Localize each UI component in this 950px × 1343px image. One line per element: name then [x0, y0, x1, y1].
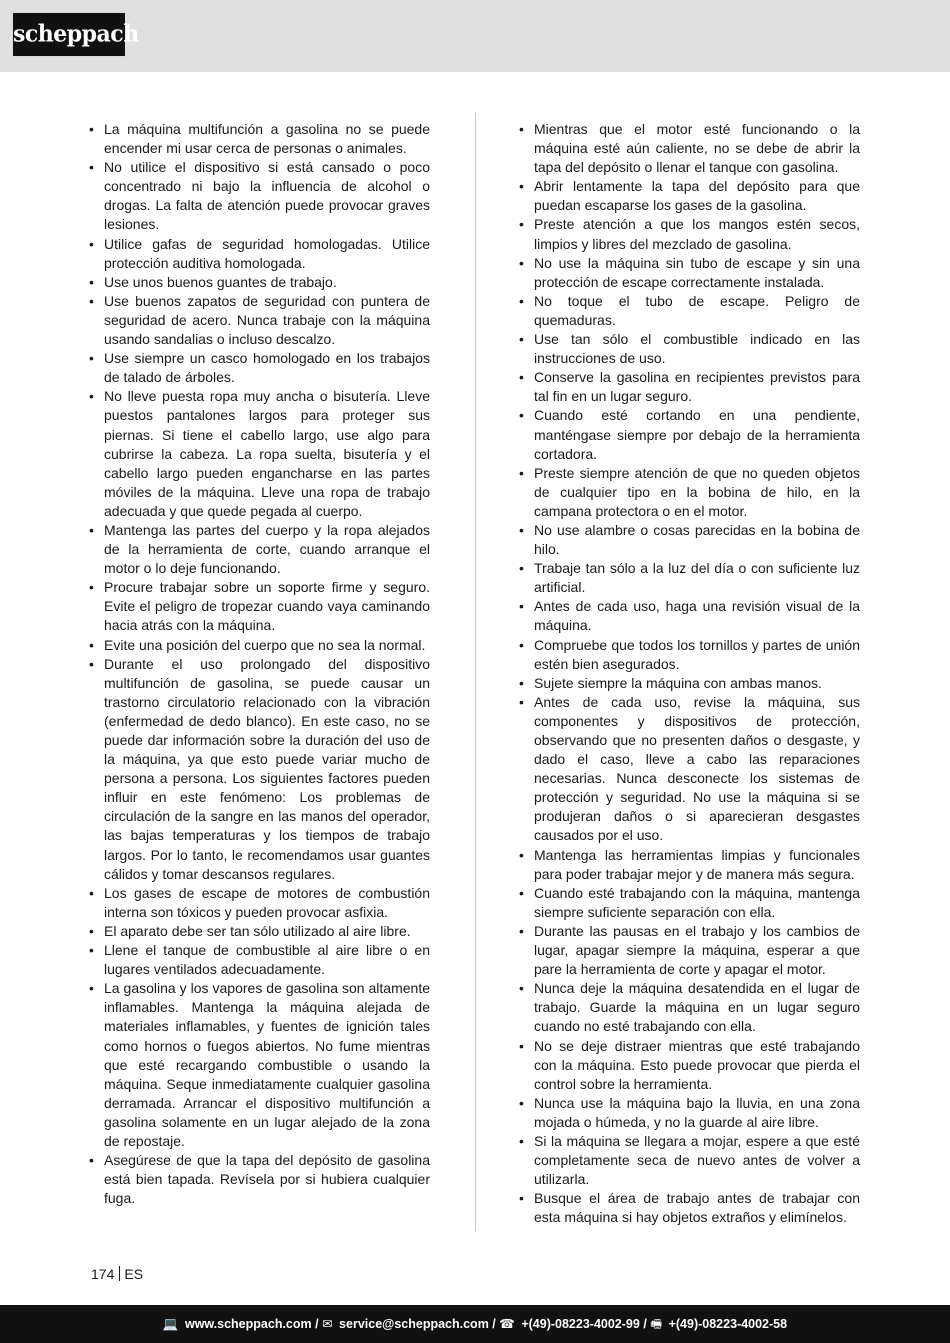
bullet-item: • Trabaje tan sólo a la luz del día o con suficiente luz artificial.	[518, 559, 860, 597]
bullet-item: • La gasolina y los vapores de gasolina son altamente inflamables. Mantenga la máquina alejada de materiales inflamables, y fuentes de ignición tales como hornos o fuegos abiertos. No fume mientras que esté recargando combustible o usando la máquina. Seque inmediatamente cualquier gasolina derramada. Arrancar el dispositivo multifunción a gasolina solamente en un lugar alejado de la zona de repostaje.	[88, 979, 430, 1151]
bullet-item: • Preste siempre atención de que no queden objetos de cualquier tipo en la bobina de hilo, en la campana protectora o en el motor.	[518, 464, 860, 521]
bullet-item: • Durante las pausas en el trabajo y los cambios de lugar, apagar siempre la máquina, esperar a que pare la herramienta de corte y apagar el motor.	[518, 922, 860, 979]
left-column	[88, 120, 430, 1208]
bullet-item: • Si la máquina se llegara a mojar, espere a que esté completamente seca de nuevo antes de volver a utilizarla.	[518, 1132, 860, 1189]
page-header	[0, 0, 950, 72]
right-column	[518, 120, 860, 1227]
page-language: ES	[124, 1266, 144, 1282]
page-number	[91, 1266, 143, 1282]
bullet-item: • Procure trabajar sobre un soporte firme y seguro. Evite el peligro de tropezar cuando vaya caminando hacia atrás con la máquina.	[88, 578, 430, 635]
bullet-item: • Mantenga las partes del cuerpo y la ropa alejados de la herramienta de corte, cuando arranque el motor o lo deje funcionando.	[88, 521, 430, 578]
bullet-item: • Mientras que el motor esté funcionando o la máquina esté aún caliente, no se debe de abrir la tapa del depósito o llenar el tanque con gasolina.	[518, 120, 860, 177]
computer-icon: 💻	[162, 1317, 179, 1331]
right-bullet-list	[518, 120, 860, 1227]
bullet-item: • Use siempre un casco homologado en los trabajos de talado de árboles.	[88, 349, 430, 387]
bullet-item: • Cuando esté cortando en una pendiente, manténgase siempre por debajo de la herramienta cortadora.	[518, 406, 860, 463]
bullet-item: • Sujete siempre la máquina con ambas manos.	[518, 674, 860, 693]
bullet-item: • Conserve la gasolina en recipientes previstos para tal fin en un lugar seguro.	[518, 368, 860, 406]
bullet-item: • Durante el uso prolongado del dispositivo multifunción de gasolina, se puede causar un trastorno circulatorio relacionado con la vibración (enfermedad de dedo blanco). En este caso, no se puede dar información sobre la duración del uso de la máquina, ya que esto puede variar mucho de persona a persona. Los siguientes factores pueden influir en este fenómeno: Los problemas de circulación de la sangre en las manos del operador, las bajas temperaturas y los tiempos de trabajo largos. Por lo tanto, le recomendamos usar guantes cálidos y tomar descansos regulares.	[88, 655, 430, 884]
bullet-item: • Busque el área de trabajo antes de trabajar con esta máquina si hay objetos extraños y elimínelos.	[518, 1189, 860, 1227]
bullet-item: • Los gases de escape de motores de combustión interna son tóxicos y pueden provocar asfixia.	[88, 884, 430, 922]
page-number-separator	[119, 1266, 120, 1281]
bullet-item: • El aparato debe ser tan sólo utilizado al aire libre.	[88, 922, 430, 941]
footer-separator: /	[315, 1317, 319, 1331]
footer-website-link[interactable]: www.scheppach.com	[184, 1317, 312, 1331]
phone-icon: ☎	[499, 1317, 515, 1331]
footer-separator: /	[492, 1317, 496, 1331]
bullet-item: • Use tan sólo el combustible indicado en las instrucciones de uso.	[518, 330, 860, 368]
brand-logo: scheppach	[13, 13, 125, 56]
footer-phone: +(49)-08223-4002-99	[521, 1317, 640, 1331]
bullet-item: • No se deje distraer mientras que esté trabajando con la máquina. Esto puede provocar que pierda el control sobre la herramienta.	[518, 1037, 860, 1094]
bullet-item: • Antes de cada uso, haga una revisión visual de la máquina.	[518, 597, 860, 635]
bullet-item: • No lleve puesta ropa muy ancha o bisutería. Lleve puestos pantalones largos para proteger sus piernas. Si tiene el cabello largo, use algo para cubrirse la cabeza. La ropa suelta, bisutería y el cabello largo pueden engancharse en las partes móviles de la máquina. Lleve una ropa de trabajo adecuada y que quede pegada al cuerpo.	[88, 387, 430, 521]
bullet-item: • No use la máquina sin tubo de escape y sin una protección de escape correctamente instalada.	[518, 254, 860, 292]
bullet-item: • Evite una posición del cuerpo que no sea la normal.	[88, 636, 430, 655]
footer-separator: /	[643, 1317, 647, 1331]
bullet-item: • Abrir lentamente la tapa del depósito para que puedan escaparse los gases de la gasolina.	[518, 177, 860, 215]
column-divider	[475, 113, 476, 1231]
bullet-item: • Antes de cada uso, revise la máquina, sus componentes y dispositivos de protección, observando que no presenten daños o desgaste, y dado el caso, lleve a cabo las reparaciones necesarias. Nunca desconecte los sistemas de protección y seguridad. No use la máquina si se produjeran daños o si aparecieran desgastes causados por el uso.	[518, 693, 860, 846]
page-footer	[0, 1305, 950, 1343]
bullet-item: • Use unos buenos guantes de trabajo.	[88, 273, 430, 292]
bullet-item: • No toque el tubo de escape. Peligro de quemaduras.	[518, 292, 860, 330]
bullet-item: • Use buenos zapatos de seguridad con puntera de seguridad de acero. Nunca trabaje con la máquina usando sandalias o incluso descalzo.	[88, 292, 430, 349]
footer-email-link[interactable]: service@scheppach.com	[339, 1317, 489, 1331]
bullet-item: • Preste atención a que los mangos estén secos, limpios y libres del mezclado de gasolina.	[518, 215, 860, 253]
page-number-value: 174	[91, 1266, 115, 1282]
bullet-item: • No utilice el dispositivo si está cansado o poco concentrado ni bajo la influencia de alcohol o drogas. La falta de atención puede provocar graves lesiones.	[88, 158, 430, 234]
bullet-item: • Mantenga las herramientas limpias y funcionales para poder trabajar mejor y de manera más segura.	[518, 846, 860, 884]
bullet-item: • Asegúrese de que la tapa del depósito de gasolina está bien tapada. Revísela por si hubiera cualquier fuga.	[88, 1151, 430, 1208]
email-icon: ✉	[322, 1317, 333, 1331]
bullet-item: • La máquina multifunción a gasolina no se puede encender mi usar cerca de personas o animales.	[88, 120, 430, 158]
bullet-item: • Llene el tanque de combustible al aire libre o en lugares ventilados adecuadamente.	[88, 941, 430, 979]
bullet-item: • Nunca use la máquina bajo la lluvia, en una zona mojada o húmeda, y no la guarde al aire libre.	[518, 1094, 860, 1132]
bullet-item: • Nunca deje la máquina desatendida en el lugar de trabajo. Guarde la máquina en un lugar seguro cuando no esté trabajando con ella.	[518, 979, 860, 1036]
left-bullet-list	[88, 120, 430, 1208]
bullet-item: • Compruebe que todos los tornillos y partes de unión estén bien asegurados.	[518, 636, 860, 674]
fax-icon: 🖷	[650, 1317, 663, 1331]
bullet-item: • No use alambre o cosas parecidas en la bobina de hilo.	[518, 521, 860, 559]
bullet-item: • Cuando esté trabajando con la máquina, mantenga siempre suficiente separación con ella.	[518, 884, 860, 922]
bullet-item: • Utilice gafas de seguridad homologadas. Utilice protección auditiva homologada.	[88, 235, 430, 273]
footer-fax: +(49)-08223-4002-58	[668, 1317, 788, 1331]
